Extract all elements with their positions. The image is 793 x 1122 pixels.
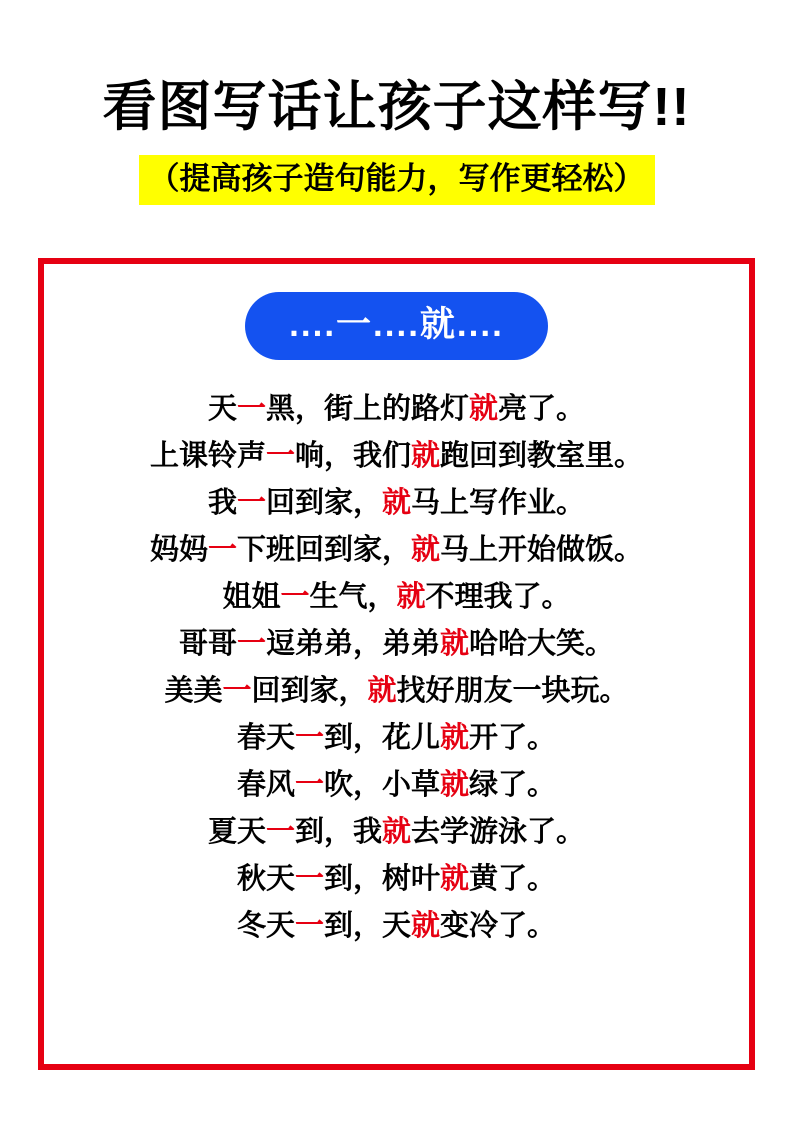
sentence-text: 生气， xyxy=(309,581,397,613)
keyword-highlight: 就 xyxy=(440,769,470,801)
sentence-line xyxy=(70,715,723,762)
keyword-highlight: 一 xyxy=(294,722,324,754)
sentence-text: 哈哈大笑。 xyxy=(469,628,615,660)
keyword-highlight: 一 xyxy=(236,393,266,425)
sentence-text: 不理我了。 xyxy=(425,581,571,613)
sentence-line xyxy=(70,480,723,527)
sentence-text: 哥哥 xyxy=(178,628,237,660)
sentence-text: 跑回到教室里。 xyxy=(440,440,644,472)
keyword-highlight: 一 xyxy=(265,440,295,472)
sentence-line xyxy=(70,809,723,856)
sentence-line xyxy=(70,903,723,950)
sentence-line xyxy=(70,621,723,668)
sentence-text: 春风 xyxy=(236,769,295,801)
keyword-highlight: 就 xyxy=(469,393,499,425)
pattern-badge: ....一....就.... xyxy=(245,292,548,360)
keyword-highlight: 一 xyxy=(222,675,252,707)
sentence-text: 响，我们 xyxy=(294,440,411,472)
keyword-highlight: 一 xyxy=(236,487,266,519)
sentence-text: 冬天 xyxy=(236,910,295,942)
keyword-highlight: 一 xyxy=(280,581,310,613)
sentence-text: 到，树叶 xyxy=(323,863,440,895)
sentence-text: 下班回到家， xyxy=(236,534,411,566)
keyword-highlight: 就 xyxy=(367,675,397,707)
sentence-line xyxy=(70,668,723,715)
sentence-text: 妈妈 xyxy=(149,534,208,566)
sentence-text: 绿了。 xyxy=(469,769,557,801)
keyword-highlight: 一 xyxy=(294,769,324,801)
keyword-highlight: 就 xyxy=(411,910,441,942)
sentence-text: 回到家， xyxy=(265,487,382,519)
sentence-text: 找好朋友一块玩。 xyxy=(396,675,629,707)
keyword-highlight: 就 xyxy=(382,487,412,519)
sentence-list xyxy=(44,386,749,950)
sentence-text: 黑，街上的路灯 xyxy=(265,393,469,425)
sentence-line xyxy=(70,433,723,480)
sentence-text: 到，花儿 xyxy=(323,722,440,754)
sentence-text: 姐姐 xyxy=(222,581,281,613)
keyword-highlight: 就 xyxy=(440,863,470,895)
keyword-highlight: 就 xyxy=(396,581,426,613)
sentence-line xyxy=(70,856,723,903)
sentence-line xyxy=(70,762,723,809)
keyword-highlight: 一 xyxy=(236,628,266,660)
keyword-highlight: 就 xyxy=(440,722,470,754)
keyword-highlight: 一 xyxy=(294,910,324,942)
sentence-text: 我 xyxy=(207,487,237,519)
keyword-highlight: 就 xyxy=(382,816,412,848)
keyword-highlight: 就 xyxy=(411,440,441,472)
sentence-text: 马上开始做饭。 xyxy=(440,534,644,566)
page-title: 看图写话让孩子这样写!! xyxy=(102,77,691,137)
sentence-text: 夏天 xyxy=(207,816,266,848)
sentence-line xyxy=(70,527,723,574)
header xyxy=(0,0,793,205)
sentence-text: 秋天 xyxy=(236,863,295,895)
keyword-highlight: 一 xyxy=(207,534,237,566)
keyword-highlight: 一 xyxy=(294,863,324,895)
subtitle-highlight: （提高孩子造句能力，写作更轻松） xyxy=(139,155,655,204)
sentence-text: 到，我 xyxy=(294,816,382,848)
sentence-line xyxy=(70,386,723,433)
keyword-highlight: 就 xyxy=(440,628,470,660)
sentence-text: 春天 xyxy=(236,722,295,754)
sentence-text: 回到家， xyxy=(251,675,368,707)
sentence-text: 亮了。 xyxy=(498,393,586,425)
keyword-highlight: 就 xyxy=(411,534,441,566)
subtitle-container xyxy=(0,155,793,204)
sentence-text: 美美 xyxy=(164,675,223,707)
keyword-highlight: 一 xyxy=(265,816,295,848)
pattern-badge-container xyxy=(44,292,749,360)
sentence-text: 吹，小草 xyxy=(323,769,440,801)
sentence-text: 到，天 xyxy=(323,910,411,942)
sentence-text: 天 xyxy=(207,393,237,425)
content-frame xyxy=(38,258,755,1070)
sentence-text: 开了。 xyxy=(469,722,557,754)
sentence-text: 马上写作业。 xyxy=(411,487,586,519)
sentence-text: 黄了。 xyxy=(469,863,557,895)
sentence-text: 上课铃声 xyxy=(149,440,266,472)
sentence-line xyxy=(70,574,723,621)
sentence-text: 变冷了。 xyxy=(440,910,557,942)
sentence-text: 去学游泳了。 xyxy=(411,816,586,848)
sentence-text: 逗弟弟，弟弟 xyxy=(265,628,440,660)
